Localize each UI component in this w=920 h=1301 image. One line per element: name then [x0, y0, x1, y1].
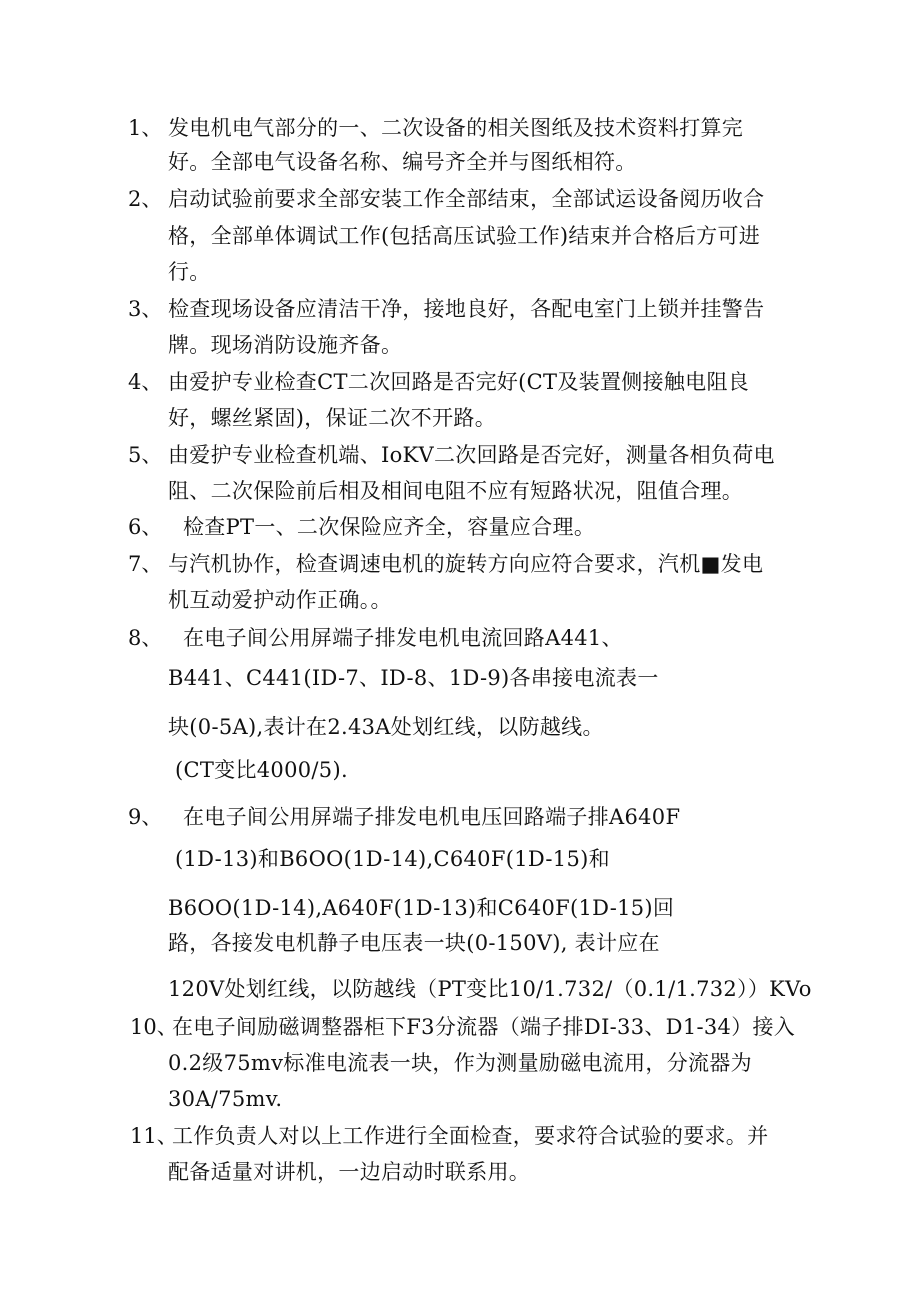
- item-number: 7、: [128, 552, 163, 576]
- item-number: 11、: [130, 1124, 178, 1148]
- item-text-line: 好，螺丝紧固)，保证二次不开路。: [168, 406, 496, 430]
- item-number: 10、: [130, 1015, 178, 1039]
- item-text-line: 由爱护专业检查机端、IoKV二次回路是否完好，测量各相负荷电: [168, 443, 775, 467]
- item-text-line: 阻、二次保险前后相及相间电阻不应有短路状况，阻值合理。: [168, 479, 744, 503]
- item-text-line: 0.2级75mv标准电流表一块，作为测量励磁电流用，分流器为: [168, 1051, 752, 1075]
- item-number: 8、: [128, 626, 163, 650]
- item-text-line: 工作负责人对以上工作进行全面检查，要求符合试验的要求。并: [172, 1124, 769, 1148]
- item-text-line: B441、C441(ID-7、ID-8、1D-9)各串接电流表一: [168, 666, 659, 690]
- item-number: 4、: [128, 370, 163, 394]
- item-number: 9、: [128, 805, 163, 829]
- item-text-line: 配备适量对讲机，一边启动时联系用。: [168, 1160, 531, 1184]
- item-number: 1、: [128, 116, 163, 140]
- item-text-line: (CT变比4000/5).: [175, 758, 348, 782]
- item-text-line: 由爱护专业检查CT二次回路是否完好(CT及装置侧接触电阻良: [168, 370, 750, 394]
- item-text-line: B6OO(1D-14),A640F(1D-13)和C640F(1D-15)回: [168, 896, 675, 920]
- item-number: 3、: [128, 297, 163, 321]
- item-text-line: 好。全部电气设备名称、编号齐全并与图纸相符。: [168, 150, 637, 174]
- item-number: 2、: [128, 187, 163, 211]
- item-text-line: 格，全部单体调试工作(包括高压试验工作)结束并合格后方可进: [168, 224, 761, 248]
- item-text-line: 检查现场设备应清洁干净，接地良好，各配电室门上锁并挂警告: [168, 297, 765, 321]
- item-text-line: 牌。现场消防设施齐备。: [168, 333, 403, 357]
- item-number: 6、: [128, 515, 163, 539]
- item-text-line: 在电子间公用屏端子排发电机电流回路A441、: [183, 626, 623, 650]
- item-text-line: (1D-13)和B6OO(1D-14),C640F(1D-15)和: [175, 847, 610, 871]
- item-text-line: 机互动爱护动作正确。。: [168, 588, 392, 612]
- item-text-line: 120V处划红线，以防越线（PT变比10/1.732/（0.1/1.732））KVo: [168, 977, 812, 1001]
- item-text-line: 在电子间励磁调整器柜下F3分流器（端子排DI-33、D1-34）接入: [172, 1015, 796, 1039]
- item-text-line: 块(0-5A),表计在2.43A处划红线，以防越线。: [168, 715, 604, 739]
- item-text-line: 启动试验前要求全部安装工作全部结束，全部试运设备阅历收合: [168, 187, 765, 211]
- item-text-line: 30A/75mv.: [168, 1087, 283, 1111]
- item-text-line: 行。: [168, 260, 211, 284]
- item-text-line: 路，各接发电机静子电压表一块(0-150V), 表计应在: [168, 931, 660, 955]
- item-text-line: 与汽机协作，检查调速电机的旋转方向应符合要求，汽机■发电: [168, 552, 764, 576]
- item-text-line: 检查PT一、二次保险应齐全，容量应合理。: [183, 515, 596, 539]
- item-text-line: 发电机电气部分的一、二次设备的相关图纸及技术资料打算完: [168, 116, 744, 140]
- item-text-line: 在电子间公用屏端子排发电机电压回路端子排A640F: [183, 805, 681, 829]
- item-number: 5、: [128, 443, 163, 467]
